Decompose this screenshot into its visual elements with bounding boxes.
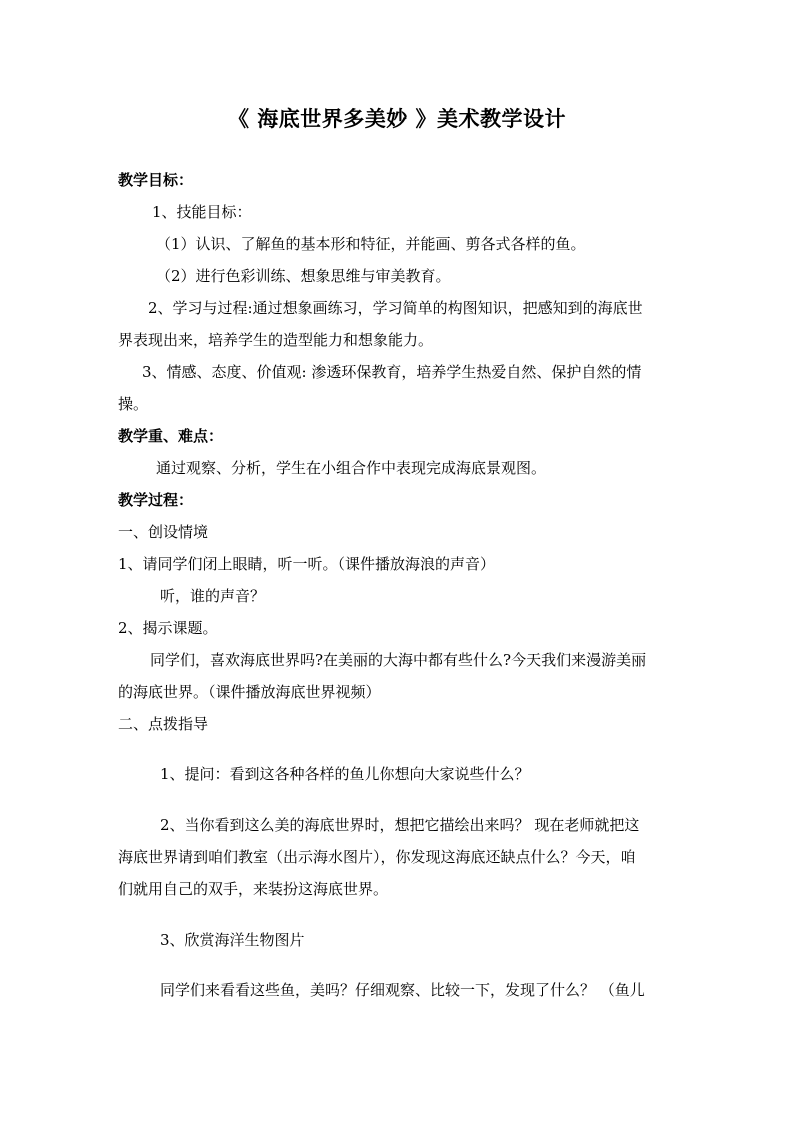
paragraph-line: 界表现出来，培养学生的造型能力和想象能力。 — [118, 331, 434, 349]
section-heading-objectives: 教学目标： — [118, 171, 194, 189]
paragraph-line: （1）认识、了解鱼的基本形和特征，并能画、剪各式各样的鱼。 — [156, 235, 586, 253]
paragraph-line: 的海底世界。（课件播放海底世界视频） — [118, 683, 381, 701]
paragraph-line: 听，谁的声音？ — [160, 587, 266, 605]
paragraph-line: 海底世界请到咱们教室（出示海水图片），你发现这海底还缺点什么？今天，咱 — [118, 848, 636, 866]
section-heading-process: 教学过程： — [118, 491, 194, 509]
paragraph-line: （2）进行色彩训练、想象思维与审美教育。 — [156, 267, 451, 285]
paragraph-line: 1、提问：看到这各种各样的鱼儿你想向大家说些什么？ — [160, 765, 530, 783]
document-title: 《 海底世界多美妙 》美术教学设计 — [227, 106, 567, 131]
paragraph-line: 们就用自己的双手，来装扮这海底世界。 — [118, 880, 389, 898]
paragraph-line: 二、点拨指导 — [118, 715, 209, 733]
paragraph-line: 3、情感、态度、价值观: 渗透环保教育，培养学生热爱自然、保护自然的情 — [142, 363, 642, 381]
paragraph-line: 2、学习与过程:通过想象画练习，学习简单的构图知识，把感知到的海底世 — [148, 299, 643, 317]
paragraph-line: 同学们来看看这些鱼，美吗？仔细观察、比较一下，发现了什么？ （鱼儿 — [160, 981, 645, 999]
paragraph-line: 通过观察、分析，学生在小组合作中表现完成海底景观图。 — [156, 459, 547, 477]
paragraph-line: 1、请同学们闭上眼睛，听一听。（课件播放海浪的声音） — [118, 555, 496, 573]
section-heading-key-points: 教学重、难点： — [118, 427, 224, 445]
paragraph-line: 1、技能目标： — [152, 203, 252, 221]
paragraph-line: 操。 — [118, 395, 149, 413]
paragraph-line: 2、揭示课题。 — [118, 619, 218, 637]
paragraph-line: 同学们，喜欢海底世界吗?在美丽的大海中都有些什么?今天我们来漫游美丽 — [150, 651, 647, 669]
paragraph-line: 2、当你看到这么美的海底世界时，想把它描绘出来吗？ 现在老师就把这 — [160, 816, 640, 834]
paragraph-line: 一、创设情境 — [118, 523, 209, 541]
paragraph-line: 3、欣赏海洋生物图片 — [160, 931, 305, 949]
